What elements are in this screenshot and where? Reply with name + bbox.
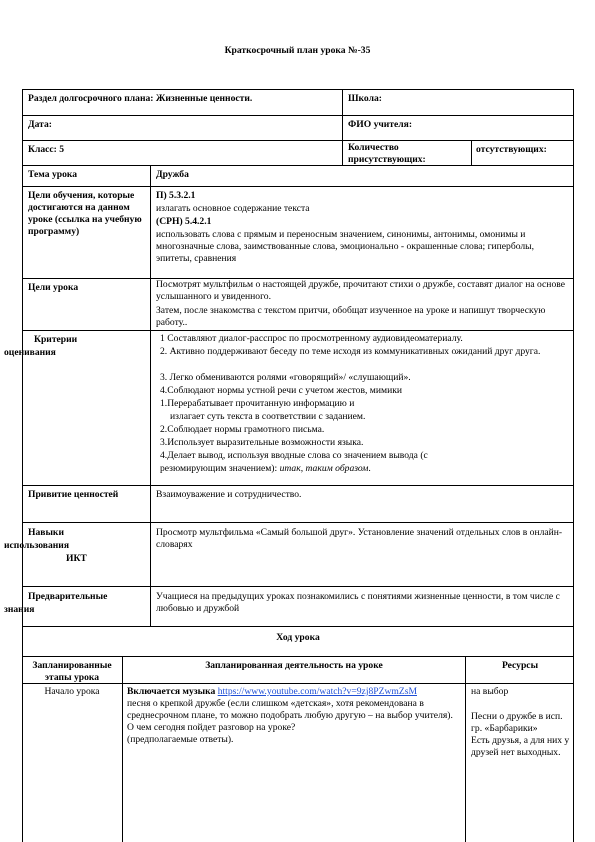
criterion-item: 1 Составляют диалог-расспрос по просмотренному аудиовидеоматериалу.	[160, 333, 463, 344]
row-divider	[22, 115, 574, 116]
table-left-border	[22, 89, 23, 842]
row-divider	[22, 330, 574, 331]
lesson-goals-label: Цели урока	[28, 282, 79, 293]
criterion-italic: итак, таким образом	[279, 463, 369, 474]
present-label: Количество присутствующих:	[348, 142, 426, 165]
goals-srn-text: использовать слова с прямым и переносным значением, синонимы, антонимы, омонимы и многозначные слова, заимствованные слова, эмоционально - окрашенные слова; гиперболы, эпитеты, сравнения	[156, 229, 535, 264]
values-label: Привитие ценностей	[28, 489, 119, 500]
activity-text-2: О чем сегодня пойдет разговор на уроке?	[127, 721, 296, 733]
col-header-stages: Запланированные этапы урока	[32, 660, 112, 683]
col-divider	[471, 140, 472, 165]
prior-label-2: знания	[4, 604, 35, 615]
col-divider	[465, 656, 466, 842]
table-right-border	[573, 89, 574, 842]
activity-block	[127, 686, 461, 746]
goals-srn-code: (СРН) 5.4.2.1	[156, 216, 212, 227]
col-header-resources: Ресурсы	[501, 660, 539, 671]
resource-songs: Песни о дружбе в исп. гр. «Барбарики»	[471, 710, 563, 734]
teacher-label: ФИО учителя:	[348, 119, 413, 130]
values-text: Взаимоуважение и сотрудничество.	[156, 489, 302, 500]
date-label: Дата:	[28, 119, 52, 130]
school-label: Школа:	[348, 93, 382, 104]
row-divider	[22, 586, 574, 587]
activity-text-1: песня о крепкой дружбе (если слишком «детская», хотя рекомендована в среднесрочном плане, то можно подобрать любую другую – на выбор учителя).	[127, 697, 453, 721]
ict-label-2: использования	[4, 540, 70, 551]
criterion-item: 3. Легко обмениваются ролями «говорящий»/ «слушающий».	[160, 372, 411, 383]
goals-p-code: П) 5.3.2.1	[156, 190, 196, 201]
prior-text: Учащиеся на предыдущих уроках познакомились с понятиями жизненные ценности, в том числе с любовью и дружбой	[156, 591, 560, 614]
stage-start: Начало урока	[44, 686, 100, 697]
absent-label: отсутствующих:	[476, 144, 547, 155]
criteria-label: Критерии	[34, 334, 78, 345]
criterion-item: излагает суть текста в соответствии с заданием.	[170, 411, 366, 422]
activity-text-3: (предполагаемые ответы).	[127, 733, 234, 745]
criterion-text: резюмирующим значением):	[160, 463, 280, 474]
page-title: Краткосрочный план урока №-35	[224, 45, 371, 56]
resource-quote: Есть друзья, а для них у друзей нет выходных.	[471, 734, 570, 758]
col-divider	[342, 89, 343, 165]
row-divider	[22, 485, 574, 486]
criterion-item: 4.Соблюдают нормы устной речи с учетом жестов, мимики	[160, 385, 402, 396]
row-divider	[22, 165, 574, 166]
class-label: Класс: 5	[28, 144, 65, 155]
criterion-item: 3.Использует выразительные возможности языка.	[160, 437, 364, 448]
ict-label-3: ИКТ	[66, 553, 87, 564]
criterion-item: 2. Активно поддерживают беседу по теме исходя из коммуникативных ожиданий друг друга.	[160, 346, 541, 357]
criteria-label-2: оценивания	[4, 347, 56, 358]
resource-choice: на выбор	[471, 686, 509, 697]
ict-label: Навыки	[28, 527, 64, 538]
row-divider	[22, 626, 574, 627]
ict-text: Просмотр мультфильма «Самый большой друг». Установление значений отдельных слов в онлайн-словарях	[156, 527, 563, 550]
goals-label: Цели обучения, которые достигаются на данном уроке (ссылка на учебную программу)	[28, 190, 142, 237]
topic-label: Тема урока	[28, 169, 78, 180]
section-label: Раздел долгосрочного плана: Жизненные ценности.	[28, 93, 253, 104]
criterion-item: 4.Делает вывод, используя вводные слова со значением вывода (с	[160, 450, 428, 461]
row-divider	[22, 656, 574, 657]
resources-block	[471, 686, 571, 759]
topic-value: Дружба	[156, 169, 189, 180]
music-label: Включается музыка	[127, 686, 218, 697]
col-header-activity: Запланированная деятельность на уроке	[205, 660, 383, 671]
course-heading: Ход урока	[276, 632, 320, 643]
lesson-goals-text-2: Затем, после знакомства с текстом притчи, обобщат изученное на уроке и напишут творческую работу..	[156, 305, 546, 328]
prior-label: Предварительные	[28, 591, 108, 602]
music-link[interactable]: https://www.youtube.com/watch?v=9zj8PZwmZsM	[217, 686, 417, 697]
row-divider	[22, 140, 574, 141]
col-divider	[122, 656, 123, 842]
row-divider	[22, 522, 574, 523]
goals-p-text: излагать основное содержание текста	[156, 203, 310, 214]
criterion-end: .	[368, 463, 371, 474]
criterion-item: 2.Соблюдает нормы грамотного письма.	[160, 424, 325, 435]
table-top-border	[22, 89, 574, 90]
lesson-goals-text-1: Посмотрят мультфильм о настоящей дружбе, прочитают стихи о дружбе, составят диалог на основе услышанного и увиденного.	[156, 279, 565, 302]
criterion-item-last	[160, 463, 568, 475]
row-divider	[22, 186, 574, 187]
criterion-item: 1.Перерабатывает прочитанную информацию и	[160, 398, 355, 409]
col-divider	[150, 165, 151, 626]
